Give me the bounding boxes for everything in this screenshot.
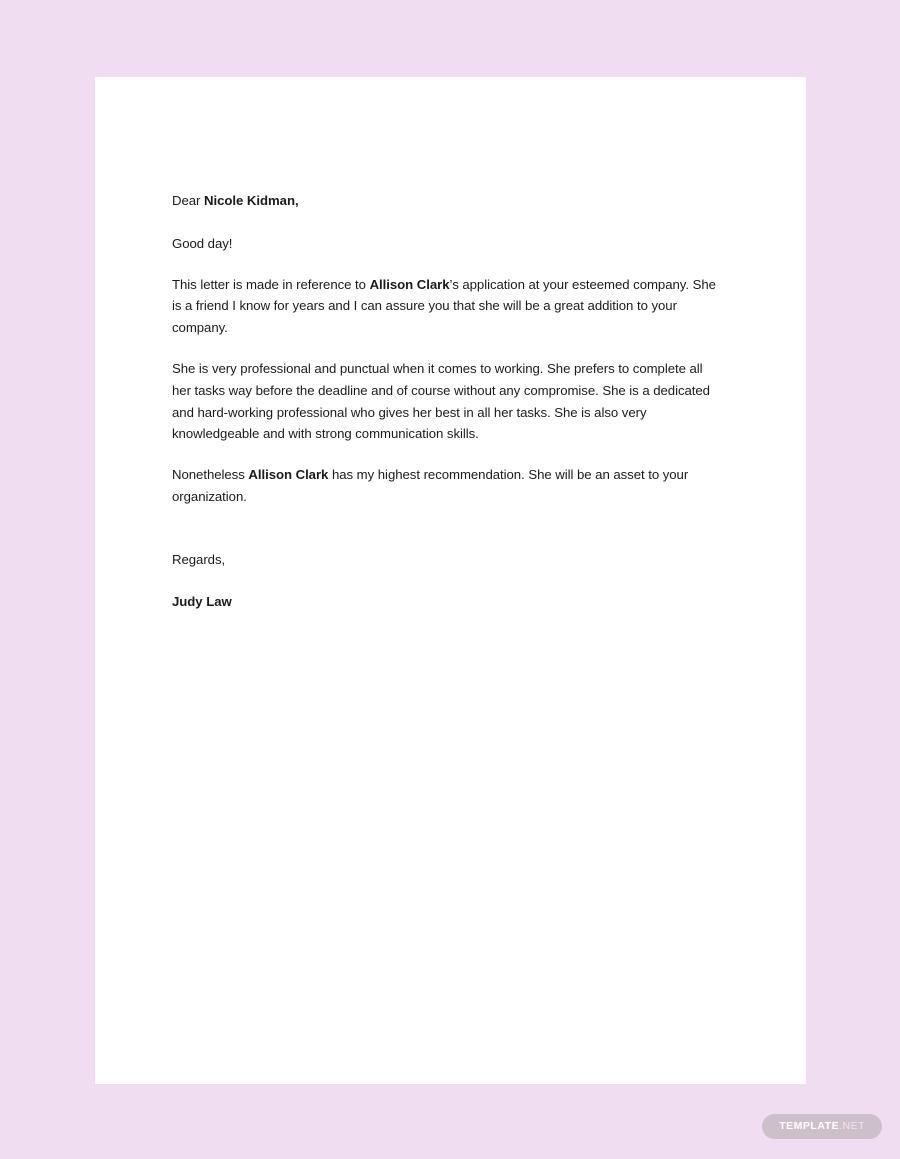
intro-applicant-name: Allison Clark <box>369 276 450 292</box>
letter-page <box>95 77 806 1084</box>
intro-text-part-1: This letter is made in reference to <box>172 276 370 292</box>
template-net-watermark <box>762 1114 882 1139</box>
qualities-text: She is very professional and punctual when it comes to working. She prefers to complete all her tasks way before the deadline and of course without any compromise. She is a dedicated and hard-working professional who gives her best in all her tasks. She is also very knowledgeable and with strong communication skills. <box>172 360 710 442</box>
closing-spacer <box>172 527 718 549</box>
watermark-suffix-text: .NET <box>839 1120 865 1133</box>
paragraph-qualities <box>172 358 718 445</box>
paragraph-intro <box>172 274 718 339</box>
recommendation-text-part-1: Nonetheless <box>172 467 249 483</box>
salutation-line <box>172 190 718 212</box>
signature-name: Judy Law <box>172 593 232 609</box>
recommendation-text-part-2: has my highest recommendation. She will be an asset to your organization. <box>172 467 689 504</box>
recommendation-applicant-name: Allison Clark <box>248 467 329 483</box>
letter-body <box>172 190 718 612</box>
salutation-prefix: Dear <box>172 193 204 208</box>
greeting-line: Good day! <box>172 235 233 251</box>
paragraph-recommendation <box>172 464 718 508</box>
sign-off-line: Regards, <box>172 551 226 567</box>
recipient-name: Nicole Kidman, <box>204 193 299 208</box>
intro-text-part-2: ’s application at your esteemed company. She is a friend I know for years and I can assure you that she will be a great addition to your company. <box>172 276 716 336</box>
watermark-main-text: TEMPLATE <box>779 1120 840 1133</box>
